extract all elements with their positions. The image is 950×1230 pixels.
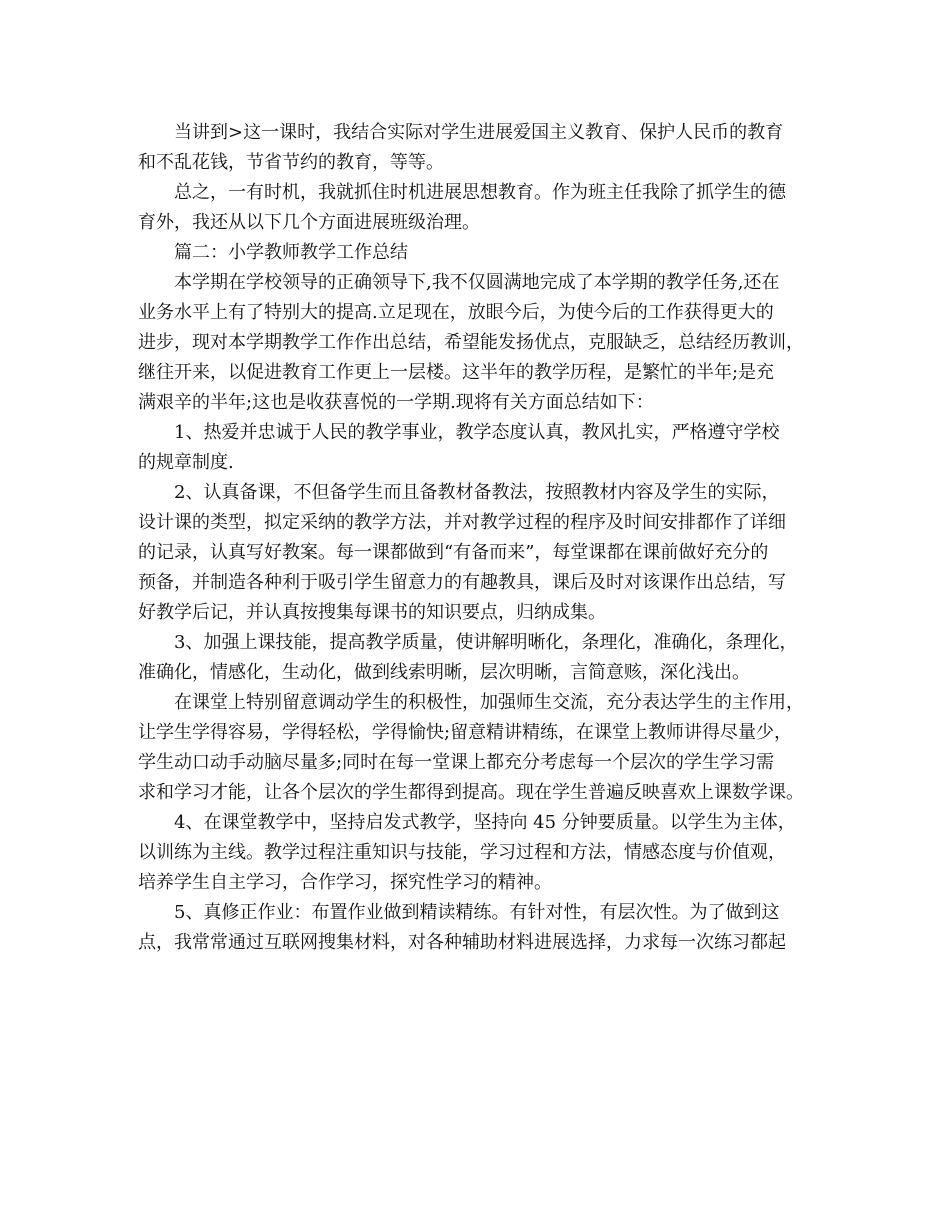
paragraph-first-line: 本学期在学校领导的正确领导下,我不仅圆满地完成了本学期的教学任务,还在 xyxy=(174,272,780,293)
paragraph-line: 培养学生自主学习，合作学习，探究性学习的精神。 xyxy=(138,872,552,893)
paragraph-first-line: 总之，一有时机，我就抓住时机进展思想教育。作为班主任我除了抓学生的德 xyxy=(174,182,786,203)
paragraph-line: 设计课的类型，拟定采纳的教学方法，并对教学过程的程序及时间安排都作了详细 xyxy=(138,512,786,533)
paragraph-line: 的规章制度. xyxy=(138,452,234,473)
paragraph-line: 让学生学得容易，学得轻松，学得愉快;留意精讲精练，在课堂上教师讲得尽量少， xyxy=(138,722,793,743)
paragraph-line: 学生动口动手动脑尽量多;同时在每一堂课上都充分考虑每一个层次的学生学习需 xyxy=(138,752,775,773)
paragraph-line: 点，我常常通过互联网搜集材料，对各种辅助材料进展选择，力求每一次练习都起 xyxy=(138,932,786,953)
paragraph-line: 继往开来，以促进教育工作更上一层楼。这半年的教学历程，是繁忙的半年;是充 xyxy=(138,362,775,383)
paragraph-line: 满艰辛的半年;这也是收获喜悦的一学期.现将有关方面总结如下： xyxy=(138,392,654,413)
paragraph-line: 好教学后记，并认真按搜集每课书的知识要点，归纳成集。 xyxy=(138,602,606,623)
paragraph-first-line: 在课堂上特别留意调动学生的积极性，加强师生交流，充分表达学生的主作用， xyxy=(174,692,804,713)
paragraph-line: 业务水平上有了特别大的提高.立足现在，放眼今后，为使今后的工作获得更大的 xyxy=(138,302,774,323)
document-body xyxy=(138,118,818,958)
paragraph-first-line: 5、真修正作业：布置作业做到精读精练。有针对性，有层次性。为了做到这 xyxy=(174,902,780,923)
paragraph-line: 求和学习才能，让各个层次的学生都得到提高。现在学生普遍反映喜欢上课数学课。 xyxy=(138,782,804,803)
paragraph-first-line: 4、在课堂教学中，坚持启发式教学，坚持向 45 分钟要质量。以学生为主体， xyxy=(174,812,796,833)
paragraph-first-line: 1、热爱并忠诚于人民的教学事业，教学态度认真，教风扎实，严格遵守学校 xyxy=(174,422,780,443)
paragraph-line: 以训练为主线。教学过程注重知识与技能，学习过程和方法，情感态度与价值观， xyxy=(138,842,786,863)
paragraph-line: 预备，并制造各种利于吸引学生留意力的有趣教具，课后及时对该课作出总结，写 xyxy=(138,572,786,593)
paragraph-line: 的记录，认真写好教案。每一课都做到“有备而来”，每堂课都在课前做好充分的 xyxy=(138,542,769,563)
paragraph-first-line: 3、加强上课技能，提高教学质量，使讲解明晰化，条理化，准确化，条理化， xyxy=(174,632,798,653)
paragraph-first-line: 篇二：小学教师教学工作总结 xyxy=(174,242,408,263)
paragraph-first-line: 2、认真备课，不但备学生而且备教材备教法，按照教材内容及学生的实际， xyxy=(174,482,780,503)
paragraph-line: 进步，现对本学期教学工作作出总结，希望能发扬优点，克服缺乏，总结经历教训， xyxy=(138,332,804,353)
paragraph-line: 准确化，情感化，生动化，做到线索明晰，层次明晰，言简意赅，深化浅出。 xyxy=(138,662,750,683)
paragraph-line: 和不乱花钱，节省节约的教育，等等。 xyxy=(138,152,444,173)
paragraph-first-line: 当讲到>这一课时，我结合实际对学生进展爱国主义教育、保护人民币的教育 xyxy=(174,122,784,143)
paragraph-line: 育外，我还从以下几个方面进展班级治理。 xyxy=(138,212,480,233)
